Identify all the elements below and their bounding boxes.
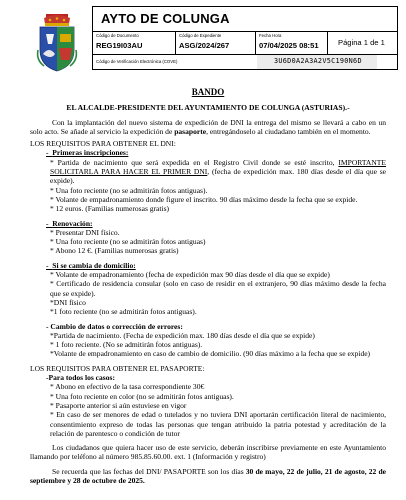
file-code-cell — [176, 32, 256, 55]
schedule-dates: 30 de mayo, 22 de julio, 21 de agosto, 22 de septiembre y 28 de octubre de 2025. — [30, 466, 386, 485]
intro-text-b: pasaporte — [174, 126, 207, 136]
appointment-paragraph: Los ciudadanos que quiera hacer uso de este servicio, deberán inscribirse previamente en este Ayuntamiento llamando por teléfono al número 985.85.60.00. ext. 1 (Información y registro) — [30, 443, 386, 462]
intro-text-c: , entregándoselo al ciudadano también en el momento. — [206, 126, 371, 136]
file-code: ASG/2024/267 — [179, 41, 230, 50]
dni-domicile-title-text: Si se cambia de domicilio: — [52, 260, 136, 270]
dni-change-2: * 1 foto reciente. (No se admitirán fotos antiguas). — [50, 340, 203, 350]
document-subtitle: EL ALCALDE-PRESIDENTE DEL AYUNTAMIENTO DE COLUNGA (ASTURIAS).- — [66, 103, 350, 113]
verification-code-box — [257, 55, 377, 69]
schedule-text-a: Se recuerda que las fechas del DNI/ PASAPORTE son los días — [52, 466, 246, 476]
csv-label: Código de Verificación Electrónica (COVE) — [96, 59, 178, 64]
schedule-paragraph — [30, 467, 386, 486]
dni-renew-1: * Presentar DNI físico. — [50, 227, 120, 237]
document-title: BANDO — [191, 87, 225, 97]
passport-req-4: * En caso de ser menores de edad o tutelados y no tuviera DNI aportarán certificación literal de nacimiento, consentimiento expreso de todas las personas que tengan atribuido la patria potestad y acreditación de la relación de parentesco o condición de tutor — [50, 410, 386, 438]
dni-change-3: *Volante de empadronamiento en caso de cambio de domicilio. (90 días máximo a la fecha que se expide) — [50, 349, 371, 359]
org-title-box — [92, 6, 398, 32]
dni-first-title-text: Primeras inscripciones: — [52, 148, 129, 158]
doc-code-label: Código de Documento — [96, 33, 139, 38]
dni-change-1: *Partida de nacimiento. (Fecha de expedición max. 180 días desde el día que se expide) — [50, 330, 315, 340]
dni-renew-title-text: Renovación: — [52, 218, 93, 228]
dni-domicile-title: - Si se cambia de domicilio: — [46, 260, 136, 270]
document-body — [30, 88, 386, 485]
dni-renew-3: * Abono 12 €. (Familias numerosas gratis) — [50, 246, 179, 256]
dni-first-1b: IMPORTANTE SOLICITARLA PARA HACER EL PRIMER DNI — [50, 157, 386, 177]
dni-domicile-1: * Volante de empadronamiento (fecha de expedición max 90 días desde el día que se expide) — [50, 270, 330, 280]
dni-first-4: * 12 euros. (Familias numerosas gratis) — [50, 204, 170, 214]
intro-text-a: Con la implantación del nuevo sistema de expedición de DNI la entrega del mismo se llevará a cabo en un solo acto. Se añade al servicio la expedición de — [30, 117, 386, 136]
dni-domicile-2: * Certificado de residencia consular (solo en caso de residir en el extranjero, 90 días máximo desde la fecha que se expide). — [50, 279, 386, 298]
passport-req-1: * Abono en efectivo de la tasa correspondiente 30€ — [50, 382, 205, 392]
dni-first-title: - Primeras inscripciones: — [46, 148, 129, 158]
file-code-label: Código de Expediente — [179, 33, 222, 38]
municipal-coat-of-arms-icon — [34, 14, 80, 74]
verification-code-row — [92, 55, 398, 70]
dni-first-1c: , (fecha de expedición max. 180 días desde el día que se expide). — [50, 167, 386, 186]
date-cell — [256, 32, 328, 55]
intro-paragraph — [30, 118, 386, 137]
dni-heading: LOS REQUISITOS PARA OBTENER EL DNI: — [30, 139, 176, 149]
passport-heading: LOS REQUISITOS PARA OBTENER EL PASAPORTE: — [30, 363, 205, 373]
passport-all-title: -Para todos los casos: — [46, 373, 115, 383]
dni-first-2: * Una foto reciente (no se admitirán fotos antiguas). — [50, 185, 208, 195]
doc-code: REG19I03AU — [96, 41, 143, 50]
dni-change-title: - Cambio de datos o corrección de errores: — [46, 321, 183, 331]
dni-domicile-4: *1 foto reciente (no se admitirán fotos antiguas). — [50, 307, 197, 317]
dni-first-3: * Volante de empadronamiento donde figure el inscrito. 90 días máximo desde la fecha que se expide. — [50, 194, 358, 204]
date-value: 07/04/2025 08:51 — [259, 41, 319, 50]
doc-code-cell — [92, 32, 176, 55]
passport-req-2: * Una foto reciente en color (no se admitirán fotos antiguas). — [50, 391, 234, 401]
passport-req-3: * Pasaporte anterior si aún estuviese en vigor — [50, 400, 187, 410]
org-name: AYTO DE COLUNGA — [101, 11, 230, 26]
dni-first-1a: * Partida de nacimiento que será expedida en el Registro Civil donde se esté inscrito, — [50, 157, 339, 167]
dni-renew-2: * Una foto reciente (no se admitirán fotos antiguas) — [50, 237, 206, 247]
page-indicator: Página 1 de 1 — [338, 38, 385, 47]
verification-code: 3U6D0A2A3A2V5C190N6D — [274, 57, 362, 65]
dni-renew-title: - Renovación: — [46, 218, 93, 228]
dni-first-1 — [30, 158, 386, 186]
date-label: Fecha Hora — [259, 33, 282, 38]
document-header — [8, 6, 398, 82]
page-cell — [328, 32, 398, 55]
dni-domicile-3: *DNI físico — [50, 297, 86, 307]
